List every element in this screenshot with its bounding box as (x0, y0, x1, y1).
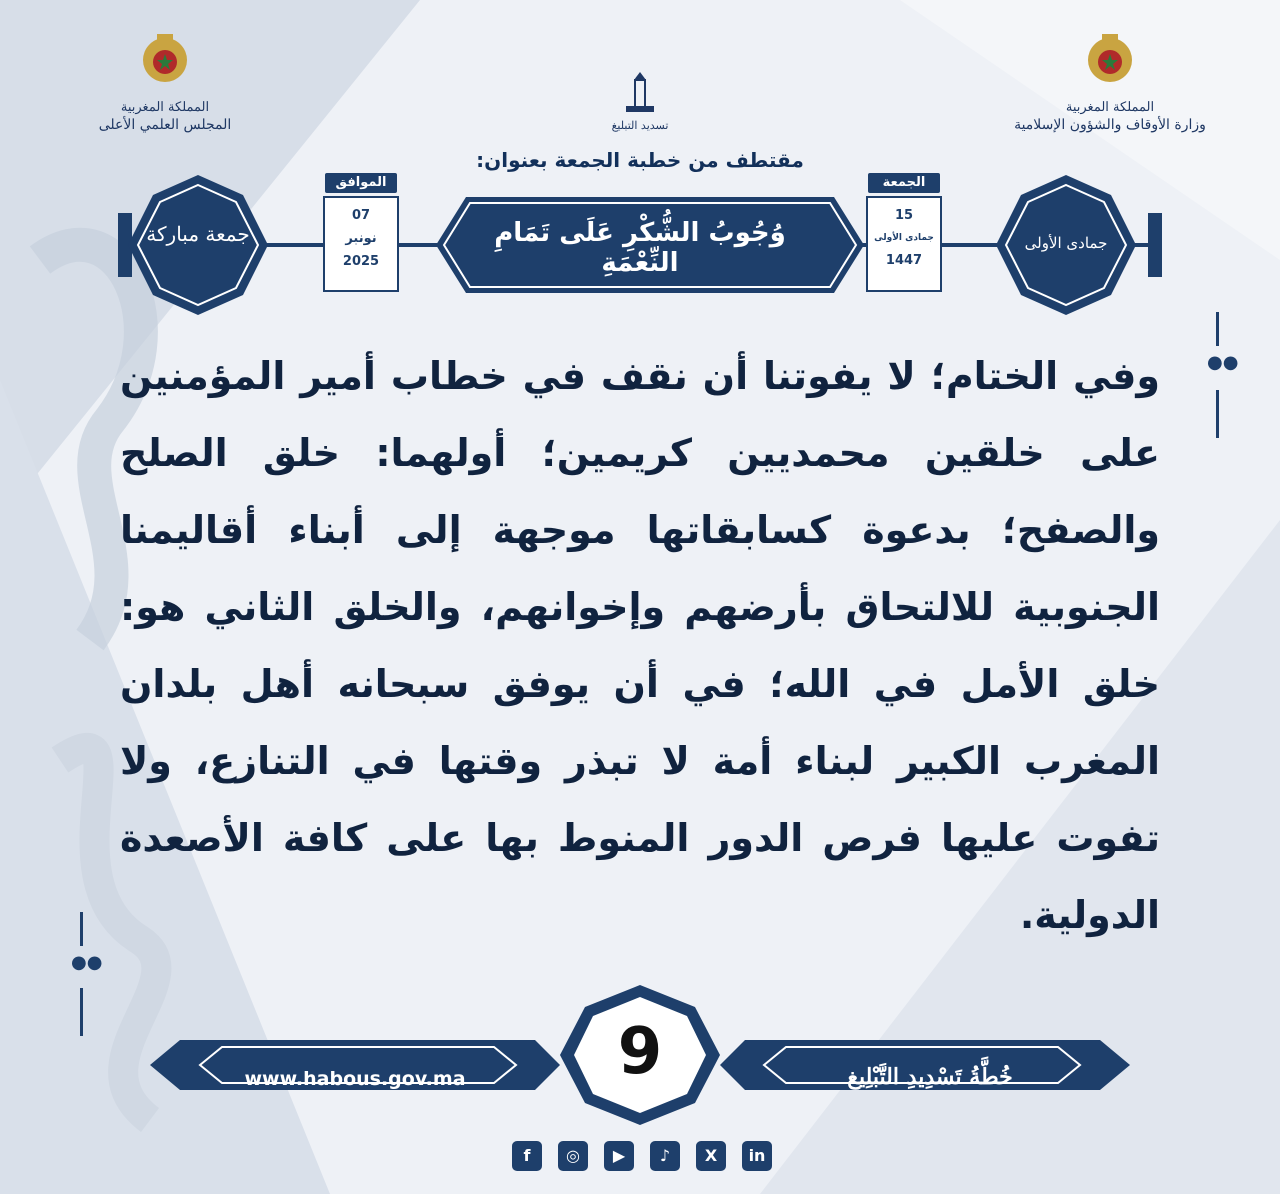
side-ornament-line (1216, 312, 1219, 346)
side-ornament-line (80, 988, 83, 1036)
jumua-mubaraka-badge: جمعة مباركة (146, 222, 250, 246)
hijri-day: 15 (894, 208, 914, 223)
gregorian-tag: الموافق (325, 173, 397, 193)
side-ornament-line (1216, 390, 1219, 438)
page-number: 9 (617, 1015, 663, 1089)
hijri-month: جمادى الأولى (874, 233, 934, 243)
gregorian-day: 07 (351, 208, 371, 223)
higher-council-logo (90, 30, 240, 134)
hijri-year: 1447 (885, 253, 923, 268)
month-badge: جمادى الأولى (1024, 234, 1108, 252)
sermon-subtitle: مقتطف من خطبة الجمعة بعنوان: (476, 148, 804, 172)
council-name: المجلس العلمي الأعلى (98, 117, 232, 133)
youtube-icon[interactable]: ▶ (604, 1141, 634, 1171)
tasdid-label: تسديد التبليغ (611, 119, 669, 132)
side-ornament-line (80, 912, 83, 946)
website-link[interactable]: www.habous.gov.ma (244, 1068, 466, 1090)
gregorian-date (323, 196, 399, 292)
tasdid-tabligh-logo (585, 72, 695, 134)
x-icon[interactable]: X (696, 1141, 726, 1171)
plan-label: خُطَّةُ تَسْدِيدِ التَّبْلِيغ (847, 1064, 1013, 1090)
social-links (512, 1141, 772, 1171)
gregorian-year: 2025 (342, 254, 380, 269)
hijri-date (866, 196, 942, 292)
ministry-name: وزارة الأوقاف والشؤون الإسلامية (1014, 117, 1206, 133)
side-ornament-dots: ●● (71, 952, 103, 973)
gregorian-month: نونبر (345, 231, 377, 246)
linkedin-icon[interactable]: in (742, 1141, 772, 1171)
sermon-excerpt: وفي الختام؛ لا يفوتنا أن نقف في خطاب أمير المؤمنين على خلقين محمديين كريمين؛ أولهما: خلق الصلح والصفح؛ بدعوة كسابقاتها موجهة إلى أبناء أقاليمنا الجنوبية للالتحاق بأرضهم وإخوانهم، والخلق الثاني هو: خلق الأمل في الله؛ في أن يوفق سبحانه أهل بلدان المغرب الكبير لبناء أمة لا تبذر وقتها في التنازع، ولا تفوت عليها فرص الدور المنوط بها على كافة الأصعدة الدولية. (120, 354, 1160, 937)
royal-emblem-icon (1080, 30, 1140, 90)
tiktok-icon[interactable]: ♪ (650, 1141, 680, 1171)
facebook-icon[interactable]: f (512, 1141, 542, 1171)
royal-emblem-icon (135, 30, 195, 90)
side-ornament-dots: ●● (1207, 352, 1239, 373)
minaret-icon (620, 72, 660, 118)
ministry-logo (990, 30, 1230, 134)
sermon-title: وُجُوبُ الشُّكْرِ عَلَى تَمَامِ النِّعْمَةِ (494, 218, 786, 278)
instagram-icon[interactable]: ◎ (558, 1141, 588, 1171)
kingdom-label: المملكة المغربية (1065, 100, 1155, 115)
hijri-tag: الجمعة (868, 173, 940, 193)
kingdom-label: المملكة المغربية (120, 100, 210, 115)
